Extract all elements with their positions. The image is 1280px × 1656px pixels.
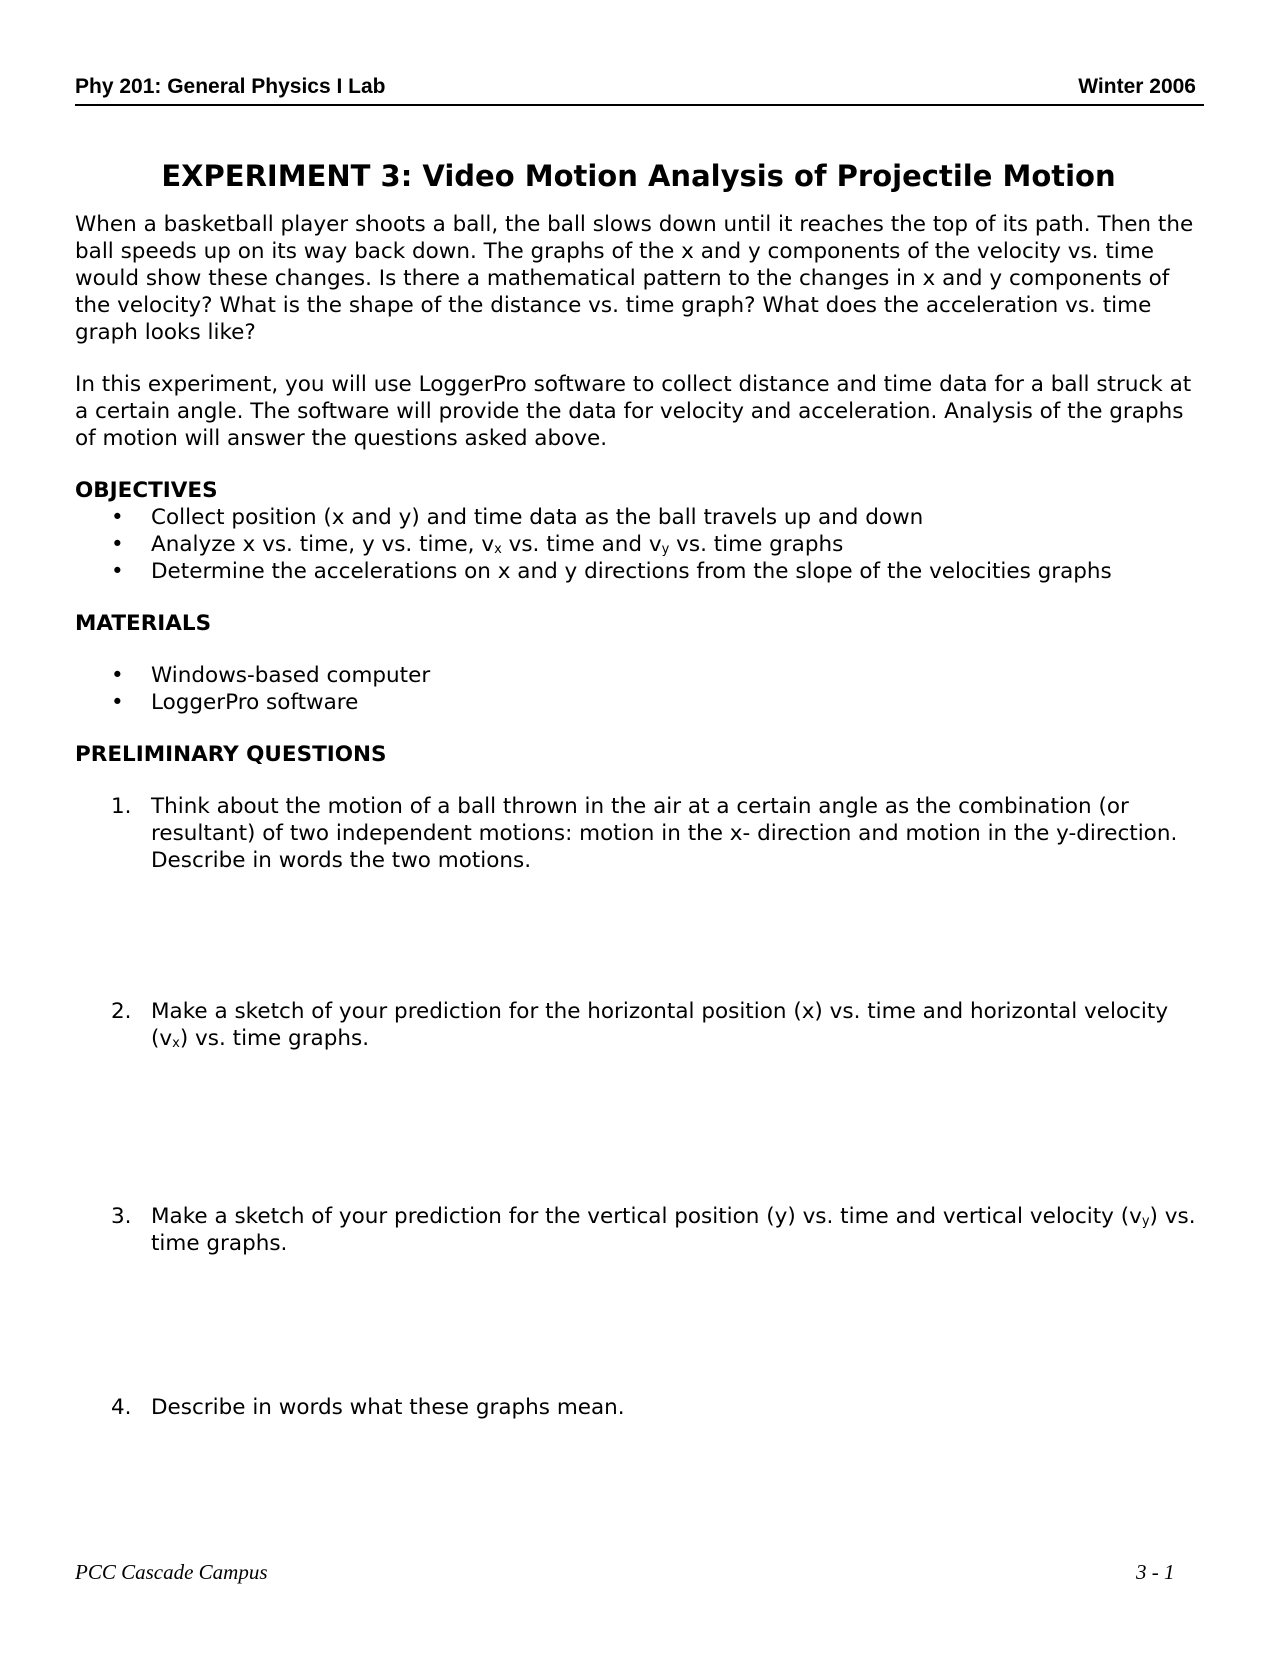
objective-item: [75, 504, 1210, 531]
subscript-x: x: [172, 1036, 180, 1051]
question-number: 2.: [111, 999, 132, 1024]
subscript-y: y: [1141, 1214, 1150, 1229]
footer-page-number: 3 - 1: [1136, 1560, 1175, 1584]
intro-paragraph-1: When a basketball player shoots a ball, the ball slows down until it reaches the top of its path. Then the ball speeds up on its way back down. The graphs of the x and y components of the velocity vs. time would show these changes. Is there a mathematical pattern to the changes in x and y components of the velocity? What is the shape of the distance vs. time graph? What does the acceleration vs. time graph looks like?: [75, 212, 1194, 345]
course-title: Phy 201: General Physics I Lab: [75, 75, 386, 98]
objective-text-part: vs. time and v: [501, 532, 662, 557]
objective-text-part: vs. time graphs: [669, 532, 844, 557]
question-item: [75, 793, 1210, 874]
experiment-title: EXPERIMENT 3: Video Motion Analysis of Projectile Motion: [161, 159, 1116, 193]
question-text-part: ) vs. time graphs.: [179, 1026, 370, 1051]
material-item: [75, 689, 1210, 716]
intro-paragraph-2: In this experiment, you will use LoggerPro software to collect distance and time data for a ball struck at a certain angle. The software will provide the data for velocity and acceleration. Analysis of the graphs of motion will answer the questions asked above.: [75, 372, 1192, 451]
material-item: [75, 662, 1210, 689]
footer-campus: PCC Cascade Campus: [75, 1560, 268, 1584]
subscript-x: x: [494, 542, 502, 557]
question-number: 1.: [111, 794, 132, 819]
bullet-icon: •: [111, 532, 124, 557]
questions-heading: PRELIMINARY QUESTIONS: [75, 742, 387, 767]
materials-list: [75, 662, 1210, 716]
question-text-part: ) vs. time graphs.: [151, 1204, 1196, 1256]
question-text-part: Make a sketch of your prediction for the vertical position (y) vs. time and vertical velocity (v: [151, 1204, 1142, 1229]
question-text-part: Make a sketch of your prediction for the horizontal position (x) vs. time and horizontal velocity (v: [151, 999, 1169, 1051]
questions-list: [75, 793, 1210, 1421]
objectives-list: [75, 504, 1210, 585]
bullet-icon: •: [111, 505, 124, 530]
objective-text: Determine the accelerations on x and y directions from the slope of the velocities graphs: [151, 559, 1112, 584]
bullet-icon: •: [111, 690, 124, 715]
bullet-icon: •: [111, 663, 124, 688]
page-header: [75, 74, 1204, 106]
objective-text: Collect position (x and y) and time data as the ball travels up and down: [151, 505, 924, 530]
question-item: [75, 1394, 1210, 1421]
subscript-y: y: [661, 542, 670, 557]
term-label: Winter 2006: [1078, 75, 1196, 98]
objectives-heading: OBJECTIVES: [75, 478, 218, 503]
question-number: 4.: [111, 1395, 132, 1420]
question-item: [75, 1203, 1210, 1257]
question-text: Think about the motion of a ball thrown in the air at a certain angle as the combination (or resultant) of two independent motions: motion in the x- direction and motion in the y-direction. Describe in words the two motions.: [151, 794, 1178, 873]
materials-heading: MATERIALS: [75, 611, 212, 636]
bullet-icon: •: [111, 559, 124, 584]
document-body: [75, 158, 1210, 1421]
objective-item: [75, 558, 1210, 585]
question-text: Describe in words what these graphs mean.: [151, 1395, 625, 1420]
question-item: [75, 998, 1210, 1052]
material-text: Windows-based computer: [151, 663, 431, 688]
material-text: LoggerPro software: [151, 690, 359, 715]
objective-text-part: Analyze x vs. time, y vs. time, v: [151, 532, 495, 557]
question-number: 3.: [111, 1204, 132, 1229]
objective-item: [75, 531, 1210, 558]
